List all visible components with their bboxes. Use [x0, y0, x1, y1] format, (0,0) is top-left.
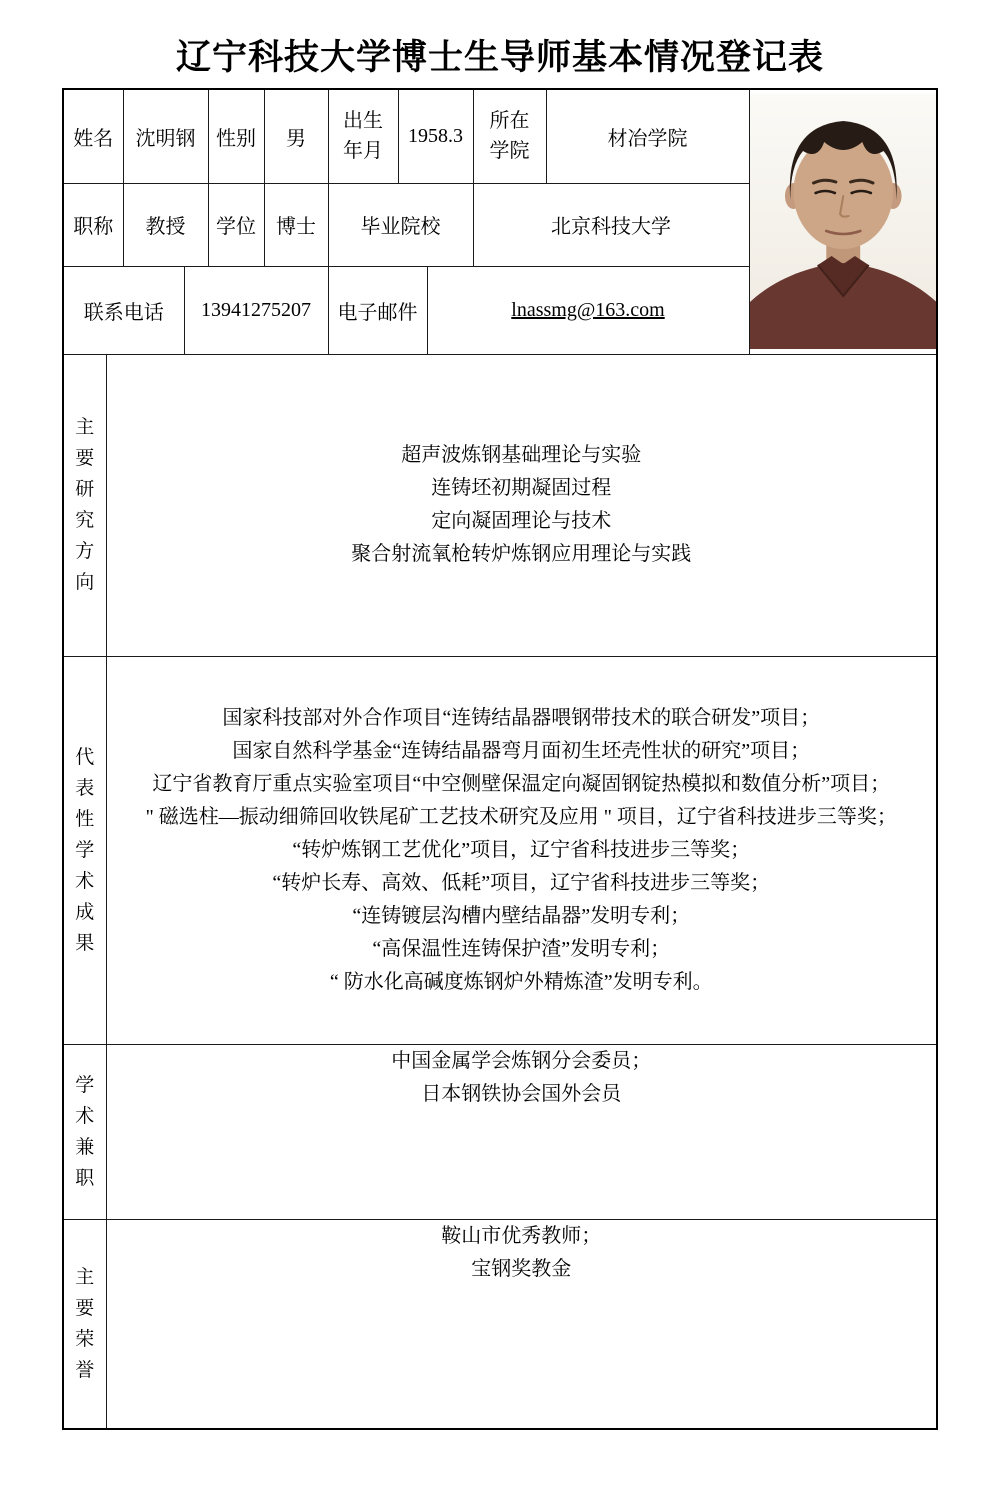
research-directions-label: 主要研究方向	[75, 417, 95, 593]
birth-value-cell: 1958.3	[398, 89, 473, 183]
academic-achievements-label-cell	[63, 656, 106, 1044]
text-line: “转炉长寿、高效、低耗”项目，辽宁省科技进步三等奖；	[272, 871, 771, 894]
job-title-value-cell: 教授	[123, 183, 208, 266]
portrait-photo-graphic	[750, 94, 937, 349]
degree-value-cell: 博士	[264, 183, 328, 266]
graduate-school-label-cell: 毕业院校	[328, 183, 473, 266]
research-directions-label-cell	[63, 354, 106, 656]
text-line: “ 防水化高碱度炼钢炉外精炼渣”发明专利。	[329, 970, 713, 993]
phone-value-cell: 13941275207	[184, 266, 328, 354]
text-line: 聚合射流氧枪转炉炼钢应用理论与实践	[351, 543, 692, 565]
text-line: 鞍山市优秀教师；	[441, 1224, 602, 1247]
academic-achievements-content	[106, 656, 937, 1044]
academic-posts-label-cell	[63, 1044, 106, 1219]
birth-label: 出生年月	[343, 110, 383, 163]
text-line: 定向凝固理论与技术	[431, 510, 612, 532]
academic-posts-content	[106, 1044, 937, 1219]
supervisor-info-table	[62, 88, 938, 1430]
text-line: 国家自然科学基金“连铸结晶器弯月面初生坯壳性状的研究”项目；	[232, 739, 811, 762]
text-line: 日本钢铁协会国外会员	[421, 1082, 622, 1105]
gender-value-cell: 男	[264, 89, 328, 183]
text-line: 超声波炼钢基础理论与实验	[401, 444, 642, 466]
name-value-cell: 沈明钢	[123, 89, 208, 183]
main-honors-label: 主要荣誉	[75, 1266, 95, 1381]
gender-label-cell: 性别	[208, 89, 264, 183]
college-label: 所在学院	[489, 110, 530, 163]
birth-label-cell	[328, 89, 398, 183]
academic-achievements-label: 代表性学术成果	[75, 746, 95, 954]
page-title: 辽宁科技大学博士生导师基本情况登记表	[175, 38, 824, 77]
email-value-cell	[427, 266, 749, 354]
academic-posts-label: 学术兼职	[75, 1074, 95, 1189]
degree-label-cell: 学位	[208, 183, 264, 266]
text-line: 连铸坯初期凝固过程	[431, 477, 612, 499]
text-line: “高保温性连铸保护渣”发明专利；	[372, 937, 671, 960]
text-line: “转炉炼钢工艺优化”项目，辽宁省科技进步三等奖；	[292, 838, 751, 861]
phone-label-cell: 联系电话	[63, 266, 184, 354]
text-line: “连铸镀层沟槽内壁结晶器”发明专利；	[352, 904, 691, 927]
college-value-cell: 材冶学院	[546, 89, 749, 183]
research-directions-content	[106, 354, 937, 656]
text-line: 宝钢奖教金	[471, 1257, 572, 1280]
id-photo	[750, 94, 937, 349]
text-line: " 磁选柱—振动细筛回收铁尾矿工艺技术研究及应用 " 项目，辽宁省科技进步三等奖；	[145, 805, 897, 828]
college-label-cell	[473, 89, 546, 183]
email-link[interactable]: lnassmg@163.com	[511, 298, 665, 321]
text-line: 辽宁省教育厅重点实验室项目“中空侧壁保温定向凝固钢锭热模拟和数值分析”项目；	[152, 772, 891, 795]
main-honors-label-cell	[63, 1219, 106, 1429]
main-honors-content	[106, 1219, 937, 1429]
id-photo-cell	[749, 89, 937, 354]
email-label-cell: 电子邮件	[328, 266, 427, 354]
text-line: 国家科技部对外合作项目“连铸结晶器喂钢带技术的联合研发”项目；	[222, 706, 821, 729]
job-title-label-cell: 职称	[63, 183, 123, 266]
graduate-school-value-cell: 北京科技大学	[473, 183, 749, 266]
text-line: 中国金属学会炼钢分会委员；	[391, 1049, 652, 1072]
name-label-cell: 姓名	[63, 89, 123, 183]
